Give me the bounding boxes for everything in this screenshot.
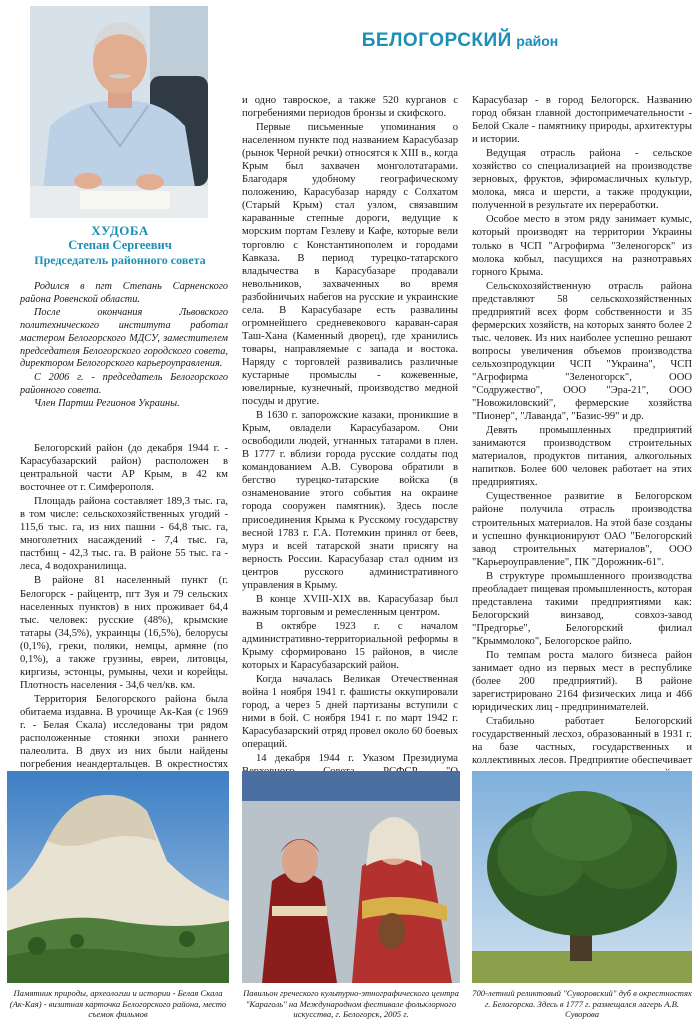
photo-caption: Памятник природы, археологии и истории - Белая Скала (Ак-Кая) - визитная карточка Белогорского района, место съемок фильмов	[9, 988, 227, 1020]
bio-paragraph: С 2006 г. - председатель Белогорского районного совета.	[20, 371, 228, 396]
article-paragraph: Белогорский район (до декабря 1944 г. - Карасубазарский район) расположен в центральной части АР Крым, в 42 км восточнее от г. Симферополя.	[20, 443, 228, 494]
bio-fullname: Степан Сергеевич	[68, 238, 172, 252]
article-paragraph: В октябре 1923 г. с началом административно-территориальной реформы в Крыму сформировано 15 районов, в числе которых и Карасубазарский район.	[242, 620, 458, 672]
article-column-3	[472, 94, 692, 808]
article-paragraph: Территория Белогорского района была обитаема издавна. В урочище Ак-Кая (с 1969 г. - Белая Скала) исследованы три рядом расположенные стоянки эпохи раннего палеолита. В двух из них были найдены погребения неандертальцев. В окрестностях	[20, 693, 228, 771]
photo-caption: Павильон греческого культурно-этнографического центра "Караголь" на Международном фестивале фольклорного искусства, г. Белогорск, 2005 г.	[243, 988, 459, 1020]
page-title	[330, 30, 590, 52]
article-paragraph: Стабильно работает Белогорский государственный лесхоз, образованный в 1931 г. на базе частных, государственных и коллективных лесов. Предприятие обеспечивает	[472, 716, 692, 767]
article-column-1	[20, 442, 228, 811]
oak-tree-photo	[472, 771, 692, 983]
article-paragraph: Карасубазар - в город Белогорск. Названию город обязан главной достопримечательности - Белой Скале - памятнику природы, архитектуры и истории.	[472, 95, 692, 146]
article-paragraph: 14 декабря 1944 г. Указом Президиума	[256, 753, 458, 765]
page-title-main: БЕЛОГОРСКИЙ	[361, 30, 512, 51]
article-paragraph: Существенное развитие в Белогорском районе получила отрасль производства строительных материалов. На этой базе созданы и успешно функционируют ОАО "Белогорский завод строительных материалов", ООО "Карьероуправление", ПК "Дорожник-61".	[472, 491, 692, 568]
article-paragraph: По темпам роста малого бизнеса район занимает одно из первых мест в республике (более 200 предприятий). В районе зарегистрировано 2164 физических лица и 466 юридических лиц - предпринимателей.	[472, 649, 692, 714]
article-paragraph: Ведущая отрасль района - сельское хозяйство со специализацией на производстве зерновых, фруктов, эфиромасличных культур, молока, мяса и шерсти, а также продукции, полученной в результате их переработки.	[472, 148, 692, 212]
article-paragraph: Когда началась Великая Отечественная война 1 ноября 1941 г. фашисты оккупировали город, а через 5 дней партизаны вступили с ними в бой. С ноября 1941 г. по март 1942 г. Карасубазарский отряд провел около 60 боевых операций.	[242, 674, 458, 751]
article-paragraph: Сельскохозяйственную отрасль района представляют 58 сельскохозяйственных предприятий всех форм собственности и 35 фермерских хозяйств, на которых занято более 2 тыс. человек. Из них наиболее успешно решают вопросы увеличения объемов производства сельхозпродукции ЧСП "Украина", ЧСП "Агрофирма "Зеленогорск", ООО "Содружество", ООО "Эра-21", ООО "Новожиловский", фермерские хозяйства "Пионер", "Лаванда", "Базис-99" и др.	[472, 280, 692, 423]
article-paragraph: В структуре промышленного производства преобладает пищевая промышленность, которая представлена такими предприятиями как: Белогорский винзавод, совхоз-завод "Предгорье", Белогорский филиал "Крыммолоко", Белогорское райпо.	[472, 570, 692, 647]
bio-surname: ХУДОБА	[91, 223, 149, 238]
article-paragraph: и одно тавроское, а также 520 курганов с погребениями периодов бронзы и скифского.	[242, 95, 458, 120]
article-paragraph: В 1630 г. запорожские казаки, проникшие в Крым, овладели Карасубазаром. Они освободили людей, угнанных татарами в плен. В 1777 г. вблизи города русские солдаты под командованием А.В. Суворова обратили в бегство турецко-татарские войска (в ознаменование этого события на окраине города сооружен памятник). Здесь после присоединения Крыма к Русскому государству весной 1783 г. Г.А. Потемкин принял от беев, мурз и всей татарской знати присягу на верность России. Карасубазар стал одним из центров русского административного управления в Крыму.	[242, 410, 458, 591]
portrait-photo	[30, 6, 208, 218]
bio-position: Председатель районного совета	[34, 253, 206, 267]
page-title-sub: район	[516, 33, 559, 49]
bio-paragraph: Член Партии Регионов Украины.	[34, 398, 180, 410]
white-rock-photo	[7, 771, 229, 983]
photo-caption: 700-летний реликтовый "Суворовский" дуб в окрестностях г. Белогорска. Здесь в 1777 г. размещался лагерь А.В. Суворова	[472, 988, 692, 1020]
article-paragraph: Площадь района составляет 189,3 тыс. га, в том числе: сельскохозяйственных угодий - 115,6 тыс. га, из них пашни - 64,8 тыс. га, многолетних насаждений - 7,4 тыс. га, пастбищ - 42,3 тыс. га. В районе 55 тыс. га - леса, 4 водохранилища.	[20, 496, 228, 573]
bio-paragraph: Родился в пгт Степань Сарненского района Ровенской области.	[20, 281, 228, 305]
article-column-2	[242, 94, 458, 832]
article-paragraph: Особое место в этом ряду занимает кумыс, который производят на территории Украины только в ЧСП "Агрофирма "Зеленогорск" из молока кобыл, пасущихся на разнотравьях горного Крыма.	[472, 214, 692, 278]
bio-paragraph: После окончания Львовского политехнического института работал мастером Белогорского МДСУ, заместителем председателя Белогорского городского совета, директором Белогорского карьероуправления.	[20, 307, 228, 370]
article-paragraph: В районе 81 населенный пункт (г. Белогорск - райцентр, пгт Зуя и 79 сельских населенных пунктов) в них проживает 64,4 тыс. человек: русские (48%), крымские татары (34,5%), украинцы (16,5%), белорусы (0,1%), греки, поляки, немцы, армяне (по 0,1%), а также грузины, евреи, литовцы, киргизы, эстонцы, румыны, чехи и корейцы. Плотность населения - 34,6 чел/кв. км.	[20, 575, 228, 691]
article-paragraph: Первые письменные упоминания о населенном пункте под названием Карасубазар (рынок Черной речки) относятся к XIII в., когда Крым был захвачен монголотатарами. Благодаря удобному географическому положению, Карасубазар наряду с Солхатом (Старый Крым) стал узлом, связавшим караванные степные дороги, ведущие к морским портам Гезлеву и Кафе, которые вели торговлю с Константинополем и городами Кавказа. В период турецко-татарского владычества в Карасубазаре продавали невольников, захваченных во время разбойничьих набегов на русские и украинские села. В Карасубазаре есть развалины огромнейшего средневекового караван-сарая Таш-Хана (Каменный дворец), где хранились товары, направляемые с запада и востока. Наряду с торговлей развивались различные кустарные промыслы - кожевенные, ювелирные, кузнечный, производство медной посуды и другие.	[242, 122, 458, 408]
festival-photo	[242, 771, 460, 983]
article-paragraph: В конце XVIII-XIX вв. Карасубазар был важным торговым и ремесленным центром.	[242, 593, 458, 618]
article-paragraph: Девять промышленных предприятий занимаются производством строительных материалов, продуктов питания, алкогольных напитков. Более 600 человек работает на этих предприятиях.	[472, 425, 692, 489]
bio-text	[20, 281, 228, 412]
